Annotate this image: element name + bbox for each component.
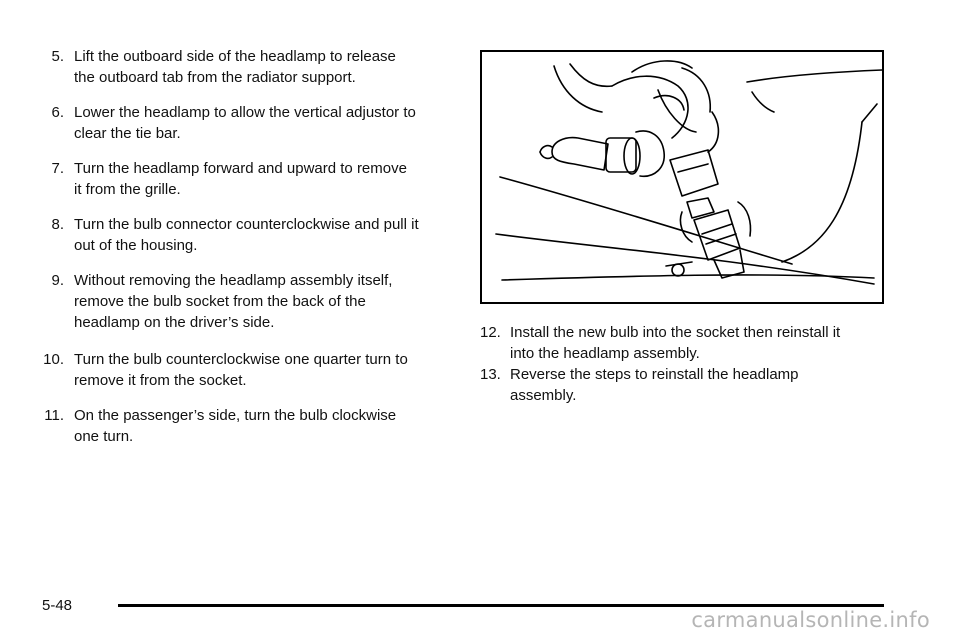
step-number: 10. xyxy=(43,351,64,368)
step-text: On the passenger’s side, turn the bulb clockwise one turn. xyxy=(74,407,397,445)
step-text: Lift the outboard side of the headlamp to release the outboard tab from the radiator support. xyxy=(74,48,396,86)
step-number: 7. xyxy=(51,160,64,177)
step-text: Turn the bulb counterclockwise one quarter turn to remove it from the socket. xyxy=(74,351,408,389)
step-text: Install the new bulb into the socket then reinstall it into the headlamp assembly. xyxy=(510,324,841,362)
step-number: 11. xyxy=(44,407,64,424)
step-text: Without removing the headlamp assembly itself, remove the bulb socket from the back of the headlamp on the driver’s side. xyxy=(74,272,393,331)
step-text: Turn the headlamp forward and upward to remove it from the grille. xyxy=(74,160,407,198)
step-number: 8. xyxy=(51,216,64,233)
step-number: 12. xyxy=(480,324,501,341)
footer-divider xyxy=(118,604,884,607)
page-number: 5-48 xyxy=(42,597,73,614)
step-number: 13. xyxy=(480,366,501,383)
watermark-text: carmanualsonline.info xyxy=(691,608,930,632)
step-text: Turn the bulb connector counterclockwise and pull it out of the housing. xyxy=(74,216,419,254)
step-number: 9. xyxy=(51,272,64,289)
step-text: Reverse the steps to reinstall the headlamp assembly. xyxy=(510,366,799,404)
step-number: 5. xyxy=(51,48,64,65)
step-text: Lower the headlamp to allow the vertical adjustor to clear the tie bar. xyxy=(74,104,416,142)
step-number: 6. xyxy=(51,104,64,121)
headlamp-bulb-illustration xyxy=(480,50,884,304)
